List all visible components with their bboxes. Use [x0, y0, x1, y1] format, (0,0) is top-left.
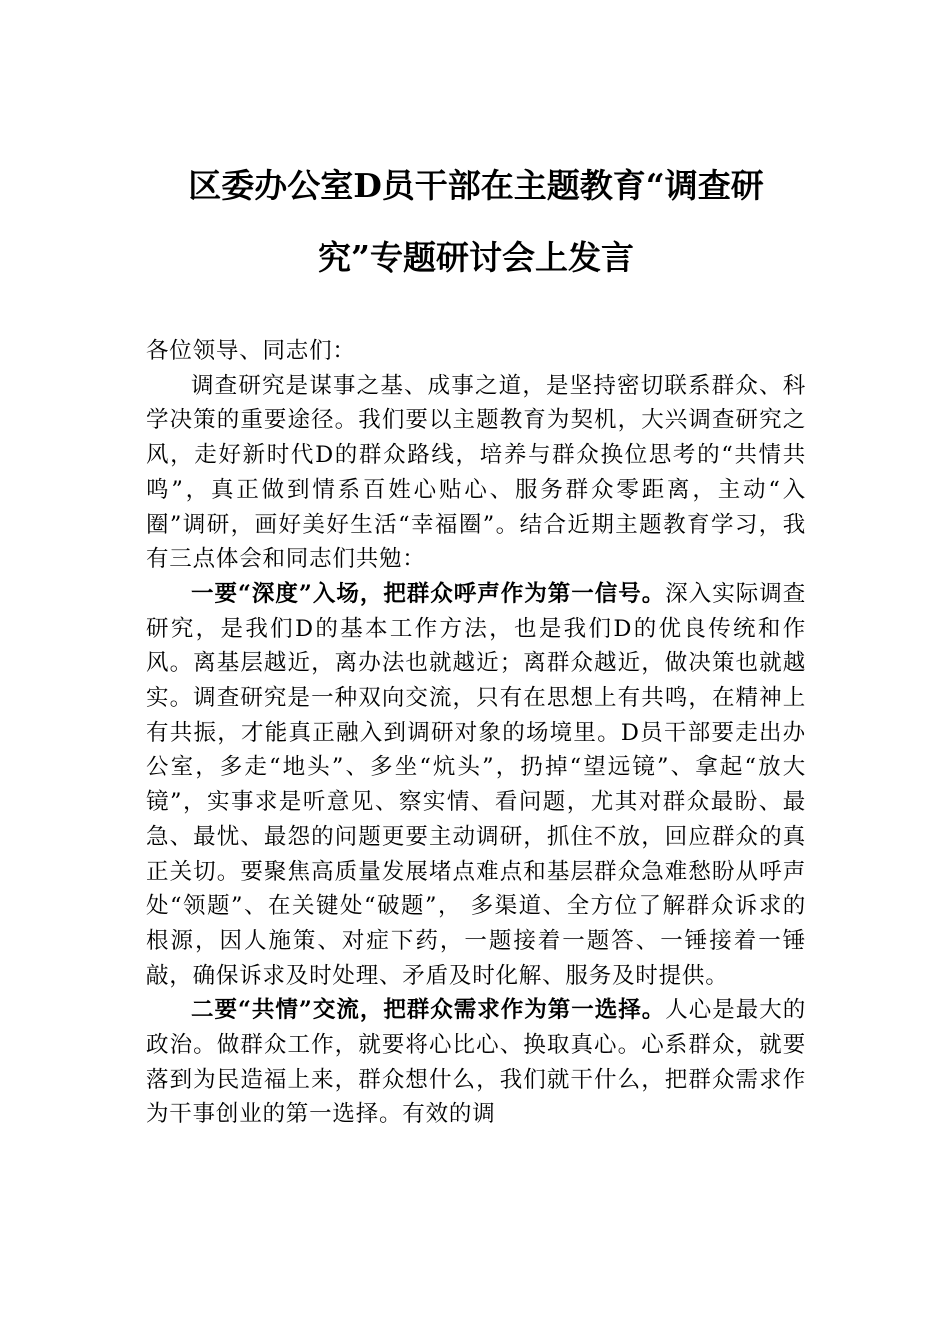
document-title: 区委办公室D员干部在主题教育“调查研究”专题研讨会上发言	[188, 166, 764, 277]
paragraph-heading: 二要“共情”交流，把群众需求作为第一选择。	[191, 997, 666, 1024]
document-body	[146, 334, 806, 1132]
paragraph-text: 调查研究是谋事之基、成事之道，是坚持密切联系群众、科学决策的重要途径。我们要以主题教育为契机，大兴调查研究之风，走好新时代D的群众路线，培养与群众换位思考的“共情共鸣”，真正做到情系百姓心贴心、服务群众零距离，主动“入圈”调研，画好美好生活“幸福圈”。结合近期主题教育学习，我有三点体会和同志们共勉：	[146, 372, 806, 573]
salutation: 各位领导、同志们：	[146, 338, 356, 364]
paragraph-point-1	[146, 577, 806, 993]
paragraph-text: 人心是最大的政治。做群众工作，就要将心比心、换取真心。心系群众，就要落到为民造福上来，群众想什么，我们就干什么，把群众需求作为干事创业的第一选择。有效的调	[146, 997, 806, 1128]
paragraph-heading: 一要“深度”入场，把群众呼声作为第一信号。	[191, 580, 666, 607]
paragraph-point-2	[146, 993, 806, 1132]
paragraph-text: 深入实际调查研究，是我们D的基本工作方法，也是我们D的优良传统和作风。离基层越近，离办法也就越近；离群众越近，做决策也就越实。调查研究是一种双向交流，只有在思想上有共鸣，在精神上有共振，才能真正融入到调研对象的场境里。D员干部要走出办公室，多走“地头”、多坐“炕头”，扔掉“望远镜”、拿起“放大镜”，实事求是听意见、察实情、看问题，尤其对群众最盼、最急、最忧、最怨的问题更要主动调研，抓住不放，回应群众的真正关切。要聚焦高质量发展堵点难点和基层群众急难愁盼从呼声处“领题”、在关键处“破题”， 多渠道、全方位了解群众诉求的根源，因人施策、对症下药，一题接着一题答、一锤接着一锤敲，确保诉求及时处理、矛盾及时化解、服务及时提供。	[146, 580, 806, 989]
document-page	[146, 150, 806, 1132]
paragraph-intro	[146, 369, 806, 577]
